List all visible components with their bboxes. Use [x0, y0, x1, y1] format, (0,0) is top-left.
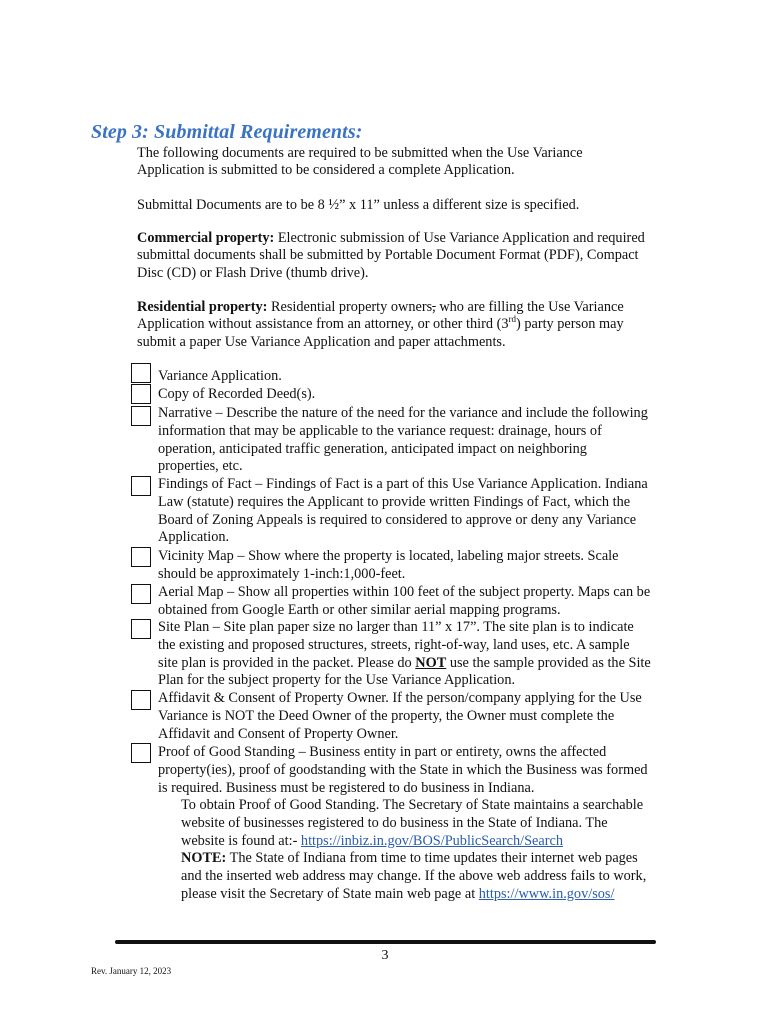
item-line: Application. — [158, 529, 230, 546]
commercial-paragraph — [137, 230, 685, 282]
item-line: Proof of Good Standing – Business entity in part or entirety, owns the affected — [158, 744, 607, 760]
intro-line-1: The following documents are required to be submitted when the Use Variance — [137, 145, 583, 161]
detail-line: and the inserted web address may change. If the above web address fails to work, — [181, 868, 647, 885]
item-line: Variance Application. — [158, 368, 282, 384]
item-line: properties, etc. — [158, 458, 243, 475]
item-site-plan — [158, 619, 688, 690]
note-label: NOTE: — [181, 850, 227, 867]
item-line: Law (statute) requires the Applicant to provide written Findings of Fact, which the — [158, 493, 631, 510]
good-standing-details — [181, 797, 681, 904]
emphasis-not: NOT — [415, 654, 447, 671]
item-good-standing — [158, 744, 688, 797]
detail-line: website is found at:- — [181, 832, 301, 849]
detail-line: please visit the Secretary of State main web page at — [181, 885, 479, 902]
residential-strikethrough: , — [432, 299, 436, 315]
item-line: Affidavit and Consent of Property Owner. — [158, 725, 399, 742]
commercial-text-1: Electronic submission of Use Variance Application and required — [274, 230, 645, 246]
detail-line: website of businesses registered to do business in the State of Indiana. The — [181, 814, 608, 831]
checkbox-good-standing[interactable] — [131, 743, 151, 763]
residential-superscript: rd — [508, 313, 516, 324]
revision-date: Rev. January 12, 2023 — [91, 966, 172, 976]
checkbox-recorded-deed[interactable] — [131, 384, 151, 404]
detail-line: To obtain Proof of Good Standing. The Secretary of State maintains a searchable — [181, 797, 644, 813]
intro-paragraph — [137, 145, 685, 180]
residential-text-1a: Residential property owners — [267, 299, 433, 315]
residential-line-2b: ) party person may — [516, 316, 624, 333]
item-line: Narrative – Describe the nature of the need for the variance and include the following — [158, 405, 648, 421]
item-line: Plan for the subject property for the Use Variance Application. — [158, 672, 516, 689]
item-line: property(ies), proof of goodstanding with the State in which the Business was formed — [158, 761, 648, 778]
item-line: is required. Business must be registered to do business in Indiana. — [158, 779, 535, 796]
item-line: obtained from Google Earth or other similar aerial mapping programs. — [158, 601, 561, 618]
inbiz-search-link[interactable]: https://inbiz.in.gov/BOS/PublicSearch/Search — [300, 832, 564, 849]
checkbox-aerial-map[interactable] — [131, 584, 151, 604]
residential-label: Residential property: — [137, 299, 268, 315]
size-note: Submittal Documents are to be 8 ½” x 11” unless a different size is specified. — [137, 197, 580, 213]
item-line: Variance is NOT the Deed Owner of the property, the Owner must complete the — [158, 707, 615, 724]
item-aerial-map — [158, 584, 688, 620]
item-line: use the sample provided as the Site — [446, 654, 651, 671]
commercial-line-2: submittal documents shall be submitted by Portable Document Format (PDF), Compact — [137, 247, 639, 264]
item-variance-application — [158, 368, 688, 386]
item-line: Board of Zoning Appeals is required to considered to approve or deny any Variance — [158, 511, 637, 528]
checkbox-findings-of-fact[interactable] — [131, 476, 151, 496]
section-heading: Step 3: Submittal Requirements: — [91, 121, 363, 143]
item-line: Vicinity Map – Show where the property is located, labeling major streets. Scale — [158, 548, 619, 564]
residential-line-2a: Application without assistance from an attorney, or other third (3 — [137, 316, 509, 333]
item-line: the existing and proposed structures, streets, right-of-way, land uses, etc. A sample — [158, 636, 630, 653]
item-affidavit — [158, 690, 688, 743]
item-recorded-deed — [158, 386, 688, 404]
item-line: site plan is provided in the packet. Please do — [158, 654, 416, 671]
checkbox-affidavit[interactable] — [131, 690, 151, 710]
commercial-line-3: Disc (CD) or Flash Drive (thumb drive). — [137, 264, 369, 281]
item-line: Copy of Recorded Deed(s). — [158, 386, 316, 402]
item-line: Site Plan – Site plan paper size no larger than 11” x 17”. The site plan is to indicate — [158, 619, 634, 635]
checkbox-variance-application[interactable] — [131, 363, 151, 383]
item-vicinity-map — [158, 548, 688, 584]
residential-text-1b: who are filling the Use Variance — [435, 299, 624, 315]
checkbox-site-plan[interactable] — [131, 619, 151, 639]
item-line: information that may be applicable to the variance request: drainage, hours of — [158, 422, 602, 439]
item-narrative — [158, 405, 688, 476]
checkbox-narrative[interactable] — [131, 406, 151, 426]
commercial-label: Commercial property: — [137, 230, 275, 246]
residential-line-3: submit a paper Use Variance Application and paper attachments. — [137, 333, 506, 350]
item-line: operation, anticipated traffic generation, anticipated impact on neighboring — [158, 440, 587, 457]
item-findings-of-fact — [158, 476, 688, 547]
page-number: 3 — [381, 948, 389, 963]
item-line: should be approximately 1-inch:1,000-feet. — [158, 565, 406, 582]
detail-line: The State of Indiana from time to time updates their internet web pages — [226, 850, 638, 867]
residential-paragraph — [137, 299, 685, 351]
item-line: Findings of Fact – Findings of Fact is a part of this Use Variance Application. Indiana — [158, 476, 648, 492]
footer-rule — [115, 940, 656, 944]
sos-main-link[interactable]: https://www.in.gov/sos/ — [478, 885, 615, 902]
item-line: Affidavit & Consent of Property Owner. If the person/company applying for the Use — [158, 690, 642, 706]
item-line: Aerial Map – Show all properties within 100 feet of the subject property. Maps can be — [158, 584, 651, 600]
intro-line-2: Application is submitted to be considered a complete Application. — [137, 162, 515, 179]
checkbox-vicinity-map[interactable] — [131, 547, 151, 567]
